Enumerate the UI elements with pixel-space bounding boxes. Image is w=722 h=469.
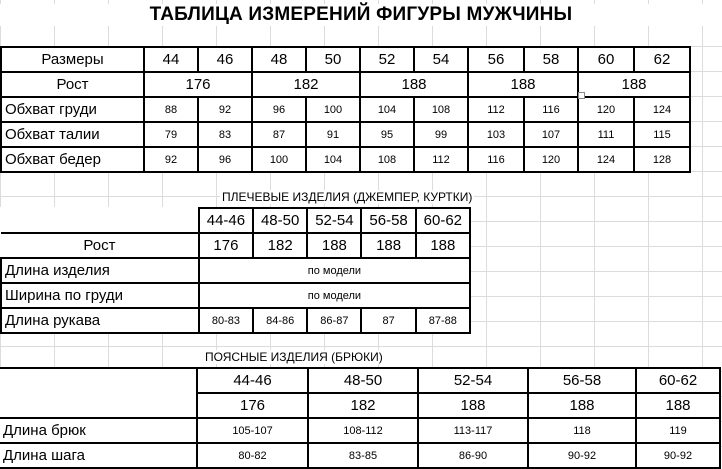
garment-length-value: по модели [199,258,470,283]
chest-label: Обхват груди [1,97,144,122]
height-cell: 182 [253,233,307,258]
size-cell: 48 [252,47,306,72]
size-cell: 56 [468,47,524,72]
size-cell: 60 [578,47,634,72]
value-cell: 120 [578,97,634,122]
height-cell: 188 [418,393,528,418]
inseam-row [0,443,720,468]
value-cell: 84-86 [253,308,307,333]
value-cell: 116 [468,147,524,172]
value-cell: 105-107 [197,418,308,443]
value-cell: 90-92 [528,443,636,468]
value-cell: 120 [524,147,578,172]
size-group-cell: 48-50 [253,208,307,233]
value-cell: 87 [252,122,306,147]
value-cell: 104 [306,147,360,172]
shoulder-garments-table [0,207,471,334]
height-cell: 188 [361,233,415,258]
value-cell: 80-82 [197,443,308,468]
waist-garments-table [0,367,721,469]
trousers-length-label: Длина брюк [0,418,197,443]
chest-row [1,97,690,122]
value-cell: 112 [414,147,468,172]
value-cell: 87-88 [416,308,470,333]
value-cell: 128 [634,147,690,172]
value-cell: 92 [144,147,198,172]
shoulder-section-caption: ПЛЕЧЕВЫЕ ИЗДЕЛИЯ (ДЖЕМПЕР, КУРТКИ) [222,190,473,204]
value-cell: 118 [528,418,636,443]
empty-cell [0,368,197,418]
chest-width-label: Ширина по груди [1,283,199,308]
hips-label: Обхват бедер [1,147,144,172]
garment-length-label: Длина изделия [1,258,199,283]
value-cell: 100 [306,97,360,122]
sizes-row [1,47,690,72]
height-cell: 182 [252,72,360,97]
value-cell: 90-92 [636,443,720,468]
size-group-cell: 44-46 [197,368,308,393]
value-cell: 103 [468,122,524,147]
value-cell: 124 [634,97,690,122]
value-cell: 88 [144,97,198,122]
height-cell-selected[interactable]: 188 [468,72,578,97]
height-label: Рост [1,72,144,97]
height-cell: 188 [578,72,690,97]
value-cell: 87 [361,308,415,333]
value-cell: 96 [252,97,306,122]
value-cell: 83 [198,122,252,147]
value-cell: 86-90 [418,443,528,468]
value-cell: 116 [524,97,578,122]
height-label: Рост [1,233,199,258]
chest-width-row [1,283,470,308]
value-cell: 92 [198,97,252,122]
size-group-cell: 44-46 [199,208,253,233]
size-cell: 54 [414,47,468,72]
value-cell: 100 [252,147,306,172]
value-cell: 83-85 [308,443,418,468]
size-cell: 50 [306,47,360,72]
size-group-cell: 52-54 [418,368,528,393]
height-cell: 188 [528,393,636,418]
waist-label: Обхват талии [1,122,144,147]
value-cell: 96 [198,147,252,172]
height-cell: 188 [636,393,720,418]
height-cell: 182 [308,393,418,418]
waist-section-caption: ПОЯСНЫЕ ИЗДЕЛИЯ (БРЮКИ) [205,350,383,364]
value-cell: 113-117 [418,418,528,443]
value-cell: 108 [360,147,414,172]
height-cell: 176 [144,72,252,97]
sizes-label: Размеры [1,47,144,72]
page-title: ТАБЛИЦА ИЗМЕРЕНИЙ ФИГУРЫ МУЖЧИНЫ [0,4,722,26]
height-cell: 188 [416,233,470,258]
value-cell: 115 [634,122,690,147]
size-group-cell: 56-58 [361,208,415,233]
size-groups-row [0,368,720,393]
size-group-cell: 60-62 [636,368,720,393]
height-cell: 176 [197,393,308,418]
size-groups-row [1,208,470,233]
value-cell: 80-83 [199,308,253,333]
garment-length-row [1,258,470,283]
size-group-cell: 48-50 [308,368,418,393]
value-cell: 91 [306,122,360,147]
value-cell: 111 [578,122,634,147]
sleeve-length-label: Длина рукава [1,308,199,333]
height-cell: 188 [307,233,361,258]
value-cell: 119 [636,418,720,443]
size-cell: 58 [524,47,578,72]
value-cell: 124 [578,147,634,172]
size-cell: 62 [634,47,690,72]
height-row [1,72,690,97]
hips-row [1,147,690,172]
height-cell: 188 [360,72,468,97]
value-cell: 79 [144,122,198,147]
size-cell: 52 [360,47,414,72]
inseam-label: Длина шага [0,443,197,468]
value-cell: 99 [414,122,468,147]
empty-cell [1,208,199,233]
value-cell: 104 [360,97,414,122]
value-cell: 112 [468,97,524,122]
value-cell: 108-112 [308,418,418,443]
selection-fill-handle[interactable] [578,92,585,99]
size-group-cell: 52-54 [307,208,361,233]
value-cell: 107 [524,122,578,147]
value-cell: 95 [360,122,414,147]
trousers-length-row [0,418,720,443]
height-row [1,233,470,258]
value-cell: 86-87 [307,308,361,333]
chest-width-value: по модели [199,283,470,308]
size-cell: 44 [144,47,198,72]
body-measurements-table [0,46,691,173]
value-cell: 108 [414,97,468,122]
size-cell: 46 [198,47,252,72]
size-group-cell: 56-58 [528,368,636,393]
size-group-cell: 60-62 [416,208,470,233]
waist-row [1,122,690,147]
height-cell: 176 [199,233,253,258]
sleeve-length-row [1,308,470,333]
